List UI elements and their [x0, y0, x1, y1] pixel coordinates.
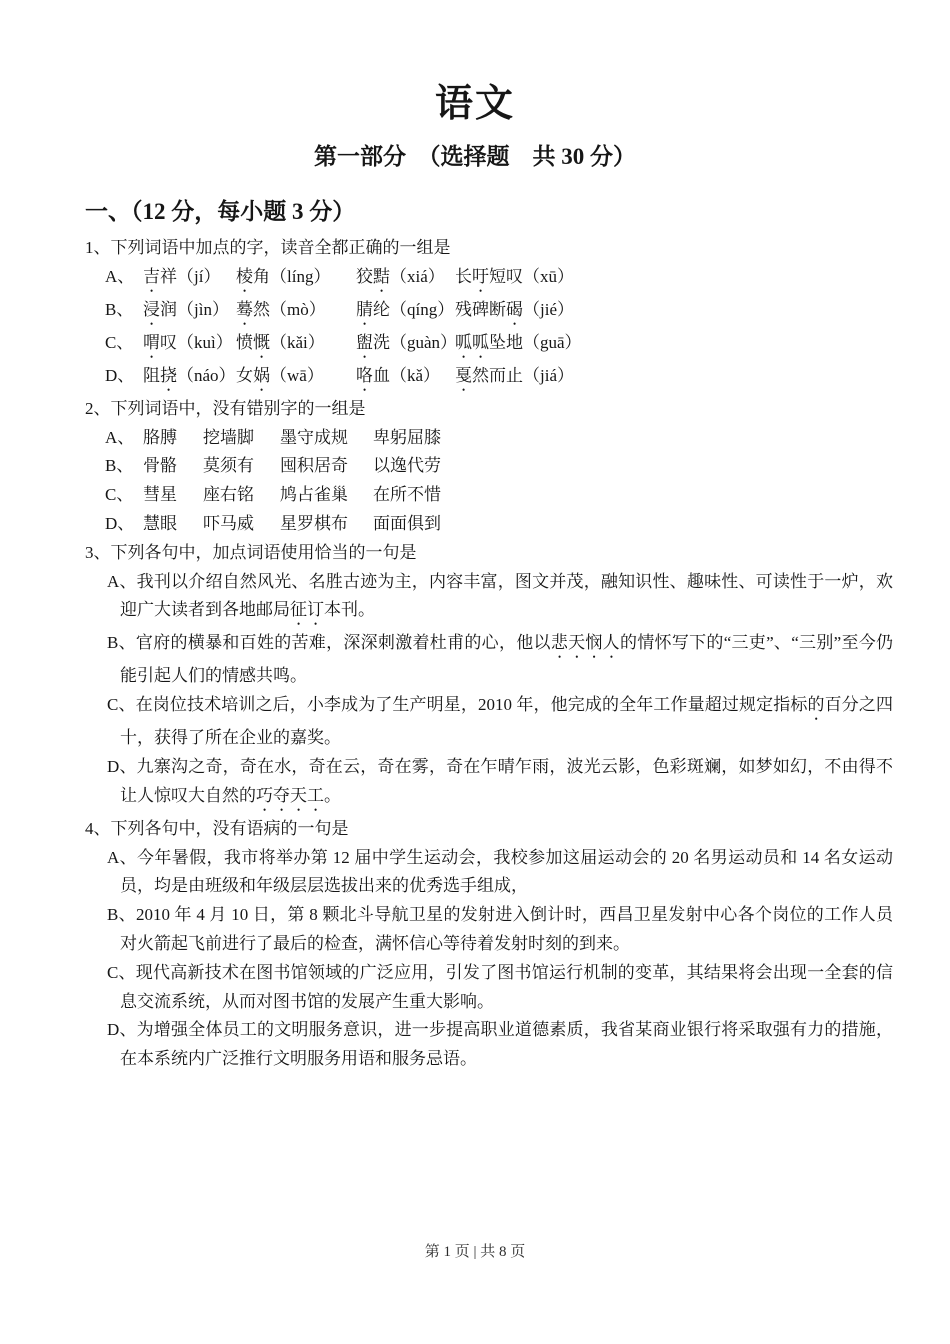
question-4-option: [85, 901, 893, 959]
option-word: [356, 329, 458, 362]
option-word: [143, 510, 203, 539]
text-segment: 吓马威: [203, 513, 254, 533]
question-4-option: [85, 844, 893, 902]
text-segment: 狡: [356, 266, 373, 286]
option-label: C、: [105, 332, 134, 352]
text-segment: 残碑断: [455, 299, 506, 319]
text-segment: 在岗位技术培训之后，小李成为了生产明星，2010 年，他完成的全年工作量超过规定指标: [135, 695, 808, 715]
text-segment: 彗星: [143, 485, 177, 505]
option-word: [203, 424, 280, 453]
emphasized-text: 戛: [455, 365, 472, 385]
question-2-stem: 2、下列词语中，没有错别字的一组是: [85, 398, 366, 418]
question-3-stem: 3、下列各句中，加点词语使用恰当的一句是: [85, 542, 417, 562]
text-segment: 囤积居奇: [280, 456, 348, 476]
option-label: C、: [107, 962, 136, 982]
option-word: [356, 362, 455, 395]
text-segment: 阻: [143, 365, 160, 385]
option-word: [280, 481, 373, 510]
option-word: [236, 263, 356, 296]
question-1: [85, 234, 893, 395]
emphasized-text: 喟: [143, 332, 160, 352]
emphasized-text: 咯: [356, 365, 373, 385]
question-4: [85, 815, 893, 1074]
option-label: D、: [105, 365, 135, 385]
question-3-option: [85, 691, 893, 753]
text-segment: 坠地（guā）: [489, 332, 582, 352]
text-segment: 本刊。: [324, 600, 375, 620]
question-4-stem: 4、下列各句中，没有语病的一句是: [85, 818, 349, 838]
option-word: [143, 362, 236, 395]
option-word: [143, 296, 236, 329]
text-segment: 官府的横暴和百姓的苦难，深深刺激着杜甫的心，他以: [135, 633, 551, 653]
text-segment: 以逸代劳: [373, 456, 441, 476]
option-word: [373, 481, 441, 510]
option-label: D、: [107, 756, 137, 776]
option-word: [143, 452, 203, 481]
emphasized-text: 蓦: [236, 299, 253, 319]
text-segment: 在所不惜: [373, 485, 441, 505]
option-word: [373, 510, 441, 539]
question-2-option: [85, 452, 893, 481]
text-segment: 角（líng）: [253, 266, 331, 286]
option-word: [280, 424, 373, 453]
page-number: 第 1 页 | 共 8 页: [424, 1244, 526, 1260]
option-label: A、: [107, 571, 137, 591]
option-word: [455, 362, 574, 395]
text-segment: 润（jìn）: [160, 299, 229, 319]
option-word: [280, 452, 373, 481]
option-word: [203, 481, 280, 510]
text-segment: 现代高新技术在图书馆领域的广泛应用，引发了图书馆运行机制的变革，其结果将会出现一全套的信息交流系统，从而对图书馆的发展产生重大影响。: [120, 962, 894, 1011]
text-segment: 慧眼: [143, 513, 177, 533]
text-segment: 愤: [236, 332, 253, 352]
option-word: [143, 263, 236, 296]
option-word: [280, 510, 373, 539]
option-word: [203, 510, 280, 539]
text-segment: 卑躬屈膝: [373, 427, 441, 447]
question-1-option: [85, 296, 893, 329]
option-word: [455, 296, 574, 329]
text-segment: 骨骼: [143, 456, 177, 476]
option-label: C、: [105, 485, 134, 505]
option-label: B、: [107, 633, 136, 653]
text-segment: 座右铭: [203, 485, 254, 505]
option-word: [455, 329, 582, 362]
text-segment: 百分之四十，获得了所在企业的嘉奖。: [120, 695, 894, 748]
option-word: [356, 296, 455, 329]
option-word: [143, 481, 203, 510]
question-4-option: [85, 1016, 893, 1074]
option-word: [455, 263, 574, 296]
emphasized-text: 盥: [356, 332, 373, 352]
text-segment: 2010 年 4 月 10 日，第 8 颗北斗导航卫星的发射进入倒计时，西昌卫星发射中心各个岗位的工作人员对火箭起飞前进行了最后的检查，满怀信心等待着发射时刻的到来。: [120, 905, 894, 953]
text-segment: 为增强全体员工的文明服务意识，进一步提高职业道德素质，我省某商业银行将采取强有力的措施，在本系统内广泛推行文明服务用语和服务忌语。: [120, 1020, 894, 1069]
text-segment: 九寨沟之奇，奇在水，奇在云，奇在雾，奇在乍晴乍雨，波光云影，色彩斑斓，如梦如幻，不由得不让人惊叹大自然的: [120, 756, 894, 805]
option-word: [236, 329, 356, 362]
option-word: [236, 362, 356, 395]
emphasized-text: 娲: [253, 365, 270, 385]
text-segment: 星罗棋布: [280, 513, 348, 533]
emphasized-text: 征订: [290, 600, 324, 620]
question-4-option: [85, 959, 893, 1017]
emphasized-text: 黠: [373, 266, 390, 286]
emphasized-text: 碣: [506, 299, 523, 319]
question-3-option: [85, 629, 893, 691]
text-segment: 挖墙脚: [203, 427, 254, 447]
text-segment: 长: [455, 266, 472, 286]
emphasized-text: 棱: [236, 266, 253, 286]
emphasized-text: 吁: [472, 266, 489, 286]
question-1-stem: 1、下列词语中加点的字，读音全都正确的一组是: [85, 238, 451, 257]
text-segment: 我刊以介绍自然风光、名胜古迹为主，内容丰富，图文并茂，融知识性、趣味性、可读性于一炉，欢迎广大读者到各地邮局: [120, 571, 894, 620]
text-segment: 纶（qíng）: [373, 299, 455, 319]
question-2-option: [85, 424, 893, 453]
emphasized-text: 的: [807, 695, 825, 715]
option-word: [203, 452, 280, 481]
text-segment: 叹（kuì）: [160, 332, 233, 352]
option-label: D、: [107, 1020, 137, 1040]
emphasized-text: 浸: [143, 299, 160, 319]
text-segment: 女: [236, 365, 253, 385]
text-segment: 墨守成规: [280, 427, 348, 447]
question-2-option: [85, 510, 893, 539]
text-segment: 然而止（jiá）: [472, 365, 574, 385]
emphasized-text: 呱呱: [455, 332, 489, 352]
text-segment: 短叹（xū）: [489, 266, 574, 286]
question-1-option: [85, 362, 893, 395]
option-word: [143, 424, 203, 453]
section-heading: 一、（12 分，每小题 3 分）: [85, 199, 356, 224]
text-segment: 。: [324, 785, 341, 805]
text-segment: （jié）: [523, 299, 574, 319]
option-label: B、: [105, 456, 134, 476]
question-2-option: [85, 481, 893, 510]
option-word: [373, 452, 441, 481]
text-segment: 莫须有: [203, 456, 254, 476]
question-3: [85, 539, 893, 815]
text-segment: 血（kǎ）: [373, 365, 441, 385]
option-label: A、: [105, 266, 135, 286]
option-label: A、: [105, 427, 135, 447]
text-segment: 洗（guàn）: [373, 332, 458, 352]
option-word: [236, 296, 356, 329]
option-word: [143, 329, 236, 362]
questions-container: [85, 234, 893, 1074]
text-segment: （kǎi）: [270, 332, 325, 352]
option-label: C、: [107, 695, 136, 715]
page-title: 语文: [434, 83, 515, 125]
option-label: A、: [107, 847, 138, 867]
emphasized-text: 巧夺天工: [256, 785, 324, 805]
emphasized-text: 悲天悯人: [550, 633, 620, 653]
option-word: [356, 263, 455, 296]
text-segment: （xiá）: [390, 266, 445, 286]
text-segment: 鸠占雀巢: [280, 485, 348, 505]
text-segment: 然（mò）: [253, 299, 326, 319]
option-label: B、: [105, 299, 134, 319]
question-1-option: [85, 263, 893, 296]
question-1-option: [85, 329, 893, 362]
question-2: [85, 395, 893, 539]
emphasized-text: 挠: [160, 365, 177, 385]
text-segment: 祥（jí）: [160, 266, 221, 286]
option-label: D、: [105, 513, 135, 533]
text-segment: 今年暑假，我市将举办第 12 届中学生运动会，我校参加这届运动会的 20 名男运动员和 14 名女运动员，均是由班级和年级层层选拔出来的优秀选手组成，: [120, 847, 893, 896]
question-3-option: [85, 568, 893, 630]
option-label: B、: [107, 905, 136, 925]
text-segment: （wā）: [270, 365, 324, 385]
question-3-option: [85, 753, 893, 815]
text-segment: （náo）: [177, 365, 236, 385]
emphasized-text: 腈: [356, 299, 373, 319]
part-heading: 第一部分 （选择题 共 30 分）: [314, 144, 636, 169]
emphasized-text: 吉: [143, 266, 160, 286]
text-segment: 面面俱到: [373, 513, 441, 533]
text-segment: 的情怀写下的“三吏”、“三别”至今仍能引起人们的情感共鸣。: [120, 633, 894, 686]
text-segment: 胳膊: [143, 427, 177, 447]
option-word: [373, 424, 441, 453]
emphasized-text: 慨: [253, 332, 270, 352]
